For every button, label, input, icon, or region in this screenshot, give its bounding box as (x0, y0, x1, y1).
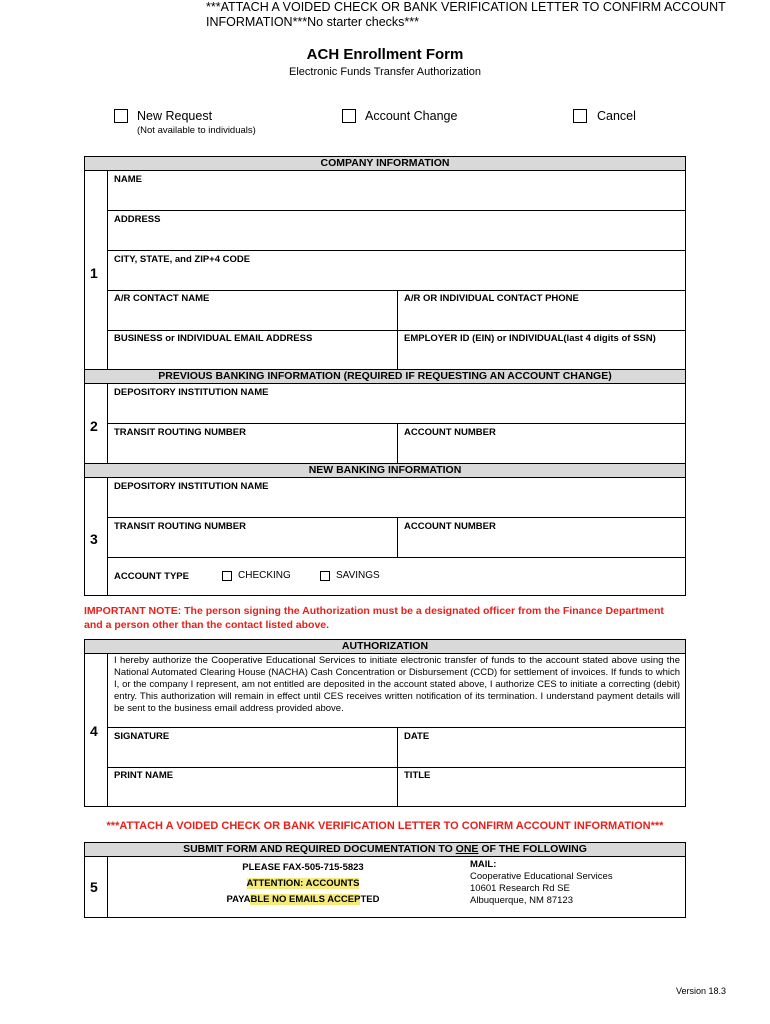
name-field-label: NAME (114, 174, 142, 185)
section3-divider (107, 477, 108, 596)
submit-heading (84, 842, 686, 857)
authorization-text: I hereby authorize the Cooperative Educational Services to initiate electronic transfer of funds to the account stated above using the National Automated Clearing House (NACHA) Cash Concentration or Disbursement (CCD) for settlement of invoices. If funds to which I, or the company I represent, am not entitled are deposited in the account stated above, I authorize CES to initiate a correcting (debit) entry. This authorization will remain in effect until CES receives written notification of its termination. I understand payment details will be sent to the business email address provided above. (114, 655, 680, 714)
ar-contact-label: A/R CONTACT NAME (114, 293, 210, 304)
attach-note: ***ATTACH A VOIDED CHECK OR BANK VERIFICATION LETTER TO CONFIRM ACCOUNT INFORMATION*** (106, 820, 664, 832)
section4-number: 4 (90, 723, 98, 739)
checking-checkbox[interactable] (222, 571, 232, 581)
section3-number: 3 (90, 531, 98, 547)
row-divider (107, 210, 686, 211)
date-label: DATE (404, 731, 430, 742)
fax-instructions (200, 860, 406, 908)
form-title: ACH Enrollment Form (306, 46, 464, 63)
mail-line: Albuquerque, NM 87123 (470, 895, 573, 906)
section5-divider (107, 856, 108, 918)
company-info-heading: COMPANY INFORMATION (84, 156, 686, 171)
section1-number: 1 (90, 265, 98, 281)
new-routing-label: TRANSIT ROUTING NUMBER (114, 521, 246, 532)
top-attach-note: ***ATTACH A VOIDED CHECK OR BANK VERIFICATION LETTER TO CONFIRM ACCOUNT INFORMATION***No starter checks*** (206, 0, 726, 29)
mail-label: MAIL: (470, 859, 497, 870)
column-divider (397, 517, 398, 557)
savings-checkbox[interactable] (320, 571, 330, 581)
row-divider (107, 250, 686, 251)
signature-label: SIGNATURE (114, 731, 170, 742)
section5-number: 5 (90, 879, 98, 895)
title-label: TITLE (404, 770, 431, 781)
mail-address (470, 859, 613, 907)
form-subtitle: Electronic Funds Transfer Authorization (289, 66, 481, 78)
submit-heading-one: ONE (455, 843, 479, 855)
mail-line: Cooperative Educational Services (470, 871, 613, 882)
print-name-label: PRINT NAME (114, 770, 174, 781)
section4-divider (107, 653, 108, 807)
important-note: IMPORTANT NOTE: The person signing the Authorization must be a designated officer from the Finance Department and a person other than the contact listed above. (84, 605, 664, 631)
city-state-zip-label: CITY, STATE, and ZIP+4 CODE (114, 254, 251, 265)
column-divider (397, 290, 398, 370)
fax-number: PLEASE FAX-505-715-5823 (242, 862, 364, 873)
new-depository-label: DEPOSITORY INSTITUTION NAME (114, 481, 269, 492)
prev-depository-label: DEPOSITORY INSTITUTION NAME (114, 387, 269, 398)
payable-line: PAYABLE NO EMAILS ACCEPTED (226, 894, 380, 905)
mail-line: 10601 Research Rd SE (470, 883, 570, 894)
address-field-label: ADDRESS (114, 214, 161, 225)
ar-phone-label: A/R OR INDIVIDUAL CONTACT PHONE (404, 293, 579, 304)
section1-divider (107, 170, 108, 370)
attention-line: ATTENTION: ACCOUNTS (246, 878, 360, 889)
column-divider (397, 727, 398, 807)
row-divider (107, 557, 686, 558)
account-change-label: Account Change (365, 109, 458, 123)
prev-routing-label: TRANSIT ROUTING NUMBER (114, 427, 246, 438)
savings-label: SAVINGS (336, 570, 380, 581)
checking-label: CHECKING (238, 570, 291, 581)
new-banking-heading: NEW BANKING INFORMATION (84, 463, 686, 478)
column-divider (397, 423, 398, 464)
version-label: Version 18.3 (676, 986, 727, 996)
new-request-checkbox[interactable] (114, 109, 128, 123)
email-label: BUSINESS or INDIVIDUAL EMAIL ADDRESS (114, 333, 313, 344)
new-account-label: ACCOUNT NUMBER (404, 521, 496, 532)
cancel-checkbox[interactable] (573, 109, 587, 123)
new-request-note: (Not available to individuals) (137, 125, 256, 136)
new-request-label: New Request (137, 109, 213, 123)
account-type-label: ACCOUNT TYPE (114, 571, 189, 582)
authorization-heading: AUTHORIZATION (84, 639, 686, 654)
submit-heading-post: OF THE FOLLOWING (478, 843, 587, 855)
submit-heading-pre: SUBMIT FORM AND REQUIRED DOCUMENTATION TO (183, 843, 456, 855)
previous-banking-heading: PREVIOUS BANKING INFORMATION (REQUIRED IF REQUESTING AN ACCOUNT CHANGE) (84, 369, 686, 384)
prev-account-label: ACCOUNT NUMBER (404, 427, 496, 438)
section2-number: 2 (90, 418, 98, 434)
cancel-label: Cancel (597, 109, 636, 123)
employer-id-label: EMPLOYER ID (EIN) or INDIVIDUAL(last 4 digits of SSN) (404, 333, 656, 344)
account-change-checkbox[interactable] (342, 109, 356, 123)
